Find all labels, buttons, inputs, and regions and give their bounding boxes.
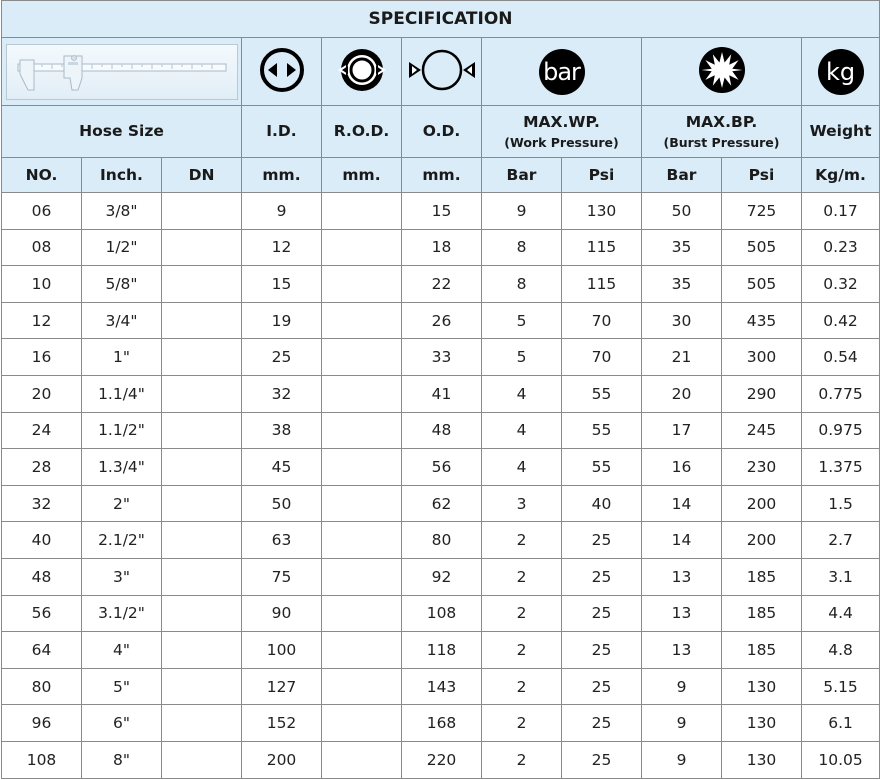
table-cell: 9 (242, 193, 322, 230)
table-cell: 55 (562, 375, 642, 412)
header-weight: Weight (802, 106, 880, 158)
header-hose-size: Hose Size (2, 106, 242, 158)
table-header (2, 1, 880, 193)
table-cell: 64 (2, 632, 82, 669)
table-cell: 6.1 (802, 705, 880, 742)
table-cell: 200 (722, 485, 802, 522)
table-cell: 13 (642, 558, 722, 595)
unit-cell: mm. (242, 158, 322, 193)
table-cell: 1.5 (802, 485, 880, 522)
table-cell: 96 (2, 705, 82, 742)
table-cell: 0.54 (802, 339, 880, 376)
table-cell (322, 595, 402, 632)
table-cell: 115 (562, 266, 642, 303)
table-cell (162, 485, 242, 522)
table-cell: 5" (82, 668, 162, 705)
table-cell (162, 668, 242, 705)
header-burst-pressure (642, 106, 802, 158)
table-cell (322, 632, 402, 669)
table-cell: 0.23 (802, 229, 880, 266)
table-body (2, 193, 880, 779)
table-cell: 17 (642, 412, 722, 449)
table-cell: 130 (722, 705, 802, 742)
table-cell: 48 (2, 558, 82, 595)
table-cell: 80 (2, 668, 82, 705)
outer-diameter-icon (405, 45, 479, 95)
table-row (2, 741, 880, 778)
table-cell: 9 (642, 705, 722, 742)
table-row (2, 668, 880, 705)
hose-size-icon-cell (2, 38, 242, 106)
table-cell (322, 485, 402, 522)
table-cell: 8 (482, 229, 562, 266)
table-cell (322, 339, 402, 376)
table-cell: 1" (82, 339, 162, 376)
unit-cell: Kg/m. (802, 158, 880, 193)
table-cell: 2 (482, 522, 562, 559)
table-cell (162, 266, 242, 303)
table-cell (162, 558, 242, 595)
table-cell: 230 (722, 449, 802, 486)
table-cell: 1.375 (802, 449, 880, 486)
table-row (2, 558, 880, 595)
table-cell: 25 (562, 558, 642, 595)
table-cell: 50 (242, 485, 322, 522)
table-cell: 9 (482, 193, 562, 230)
table-cell: 115 (562, 229, 642, 266)
table-cell: 40 (2, 522, 82, 559)
table-cell: 56 (2, 595, 82, 632)
header-wp-sub: (Work Pressure) (504, 134, 619, 150)
table-cell: 5 (482, 339, 562, 376)
table-cell (322, 741, 402, 778)
table-cell: 2 (482, 705, 562, 742)
table-row (2, 705, 880, 742)
table-cell: 1.1/4" (82, 375, 162, 412)
specification-table (1, 0, 880, 779)
table-cell: 127 (242, 668, 322, 705)
table-cell: 4 (482, 412, 562, 449)
table-cell: 18 (402, 229, 482, 266)
table-cell: 8 (482, 266, 562, 303)
unit-cell: NO. (2, 158, 82, 193)
table-title: SPECIFICATION (2, 1, 880, 38)
table-cell: 25 (562, 668, 642, 705)
table-cell: 48 (402, 412, 482, 449)
table-cell: 0.32 (802, 266, 880, 303)
table-cell: 56 (402, 449, 482, 486)
table-cell: 5/8" (82, 266, 162, 303)
table-cell: 80 (402, 522, 482, 559)
unit-cell: Bar (642, 158, 722, 193)
table-cell: 108 (402, 595, 482, 632)
table-cell: 3/8" (82, 193, 162, 230)
table-cell: 4 (482, 449, 562, 486)
table-cell (322, 375, 402, 412)
header-wp-label: MAX.WP. (523, 112, 600, 131)
kg-icon-cell (802, 38, 880, 106)
reinforcement-od-icon (337, 45, 387, 95)
table-cell: 3/4" (82, 302, 162, 339)
table-cell (322, 412, 402, 449)
table-row (2, 522, 880, 559)
table-cell: 130 (722, 741, 802, 778)
table-cell: 3" (82, 558, 162, 595)
table-cell (162, 302, 242, 339)
table-cell: 26 (402, 302, 482, 339)
table-cell: 200 (722, 522, 802, 559)
table-cell: 300 (722, 339, 802, 376)
table-cell: 25 (562, 522, 642, 559)
table-cell: 12 (2, 302, 82, 339)
table-row (2, 485, 880, 522)
table-cell: 0.775 (802, 375, 880, 412)
table-cell: 30 (642, 302, 722, 339)
unit-cell: DN (162, 158, 242, 193)
table-row (2, 375, 880, 412)
table-cell: 21 (642, 339, 722, 376)
table-cell: 14 (642, 522, 722, 559)
unit-cell: Inch. (82, 158, 162, 193)
table-cell: 16 (2, 339, 82, 376)
table-row (2, 266, 880, 303)
table-cell: 143 (402, 668, 482, 705)
unit-cell: Bar (482, 158, 562, 193)
table-cell: 4 (482, 375, 562, 412)
table-cell: 100 (242, 632, 322, 669)
table-cell: 32 (2, 485, 82, 522)
table-cell: 505 (722, 266, 802, 303)
table-cell (322, 193, 402, 230)
table-cell: 2.7 (802, 522, 880, 559)
table-cell: 9 (642, 741, 722, 778)
table-cell: 35 (642, 229, 722, 266)
table-cell: 32 (242, 375, 322, 412)
table-row (2, 449, 880, 486)
table-cell: 25 (242, 339, 322, 376)
table-cell: 245 (722, 412, 802, 449)
table-cell: 185 (722, 632, 802, 669)
table-row (2, 595, 880, 632)
table-cell: 2" (82, 485, 162, 522)
table-cell: 2 (482, 595, 562, 632)
table-cell: 435 (722, 302, 802, 339)
table-cell (322, 229, 402, 266)
unit-cell: mm. (402, 158, 482, 193)
table-cell (322, 266, 402, 303)
table-cell: 168 (402, 705, 482, 742)
table-cell: 130 (562, 193, 642, 230)
table-cell: 2 (482, 741, 562, 778)
table-cell: 118 (402, 632, 482, 669)
table-cell (162, 449, 242, 486)
table-cell: 130 (722, 668, 802, 705)
table-cell (322, 668, 402, 705)
table-cell: 4" (82, 632, 162, 669)
header-work-pressure (482, 106, 642, 158)
table-cell: 24 (2, 412, 82, 449)
table-cell: 4.8 (802, 632, 880, 669)
header-bp-sub: (Burst Pressure) (663, 134, 780, 150)
bar-icon: bar (539, 49, 585, 95)
table-cell (162, 705, 242, 742)
table-cell (162, 229, 242, 266)
table-cell: 725 (722, 193, 802, 230)
table-cell: 19 (242, 302, 322, 339)
table-cell: 16 (642, 449, 722, 486)
table-cell: 505 (722, 229, 802, 266)
table-cell: 185 (722, 558, 802, 595)
unit-row (2, 158, 880, 193)
table-cell: 0.42 (802, 302, 880, 339)
table-cell: 10.05 (802, 741, 880, 778)
table-cell: 20 (642, 375, 722, 412)
table-cell: 33 (402, 339, 482, 376)
table-row (2, 229, 880, 266)
table-cell (322, 522, 402, 559)
table-cell: 35 (642, 266, 722, 303)
table-cell: 290 (722, 375, 802, 412)
table-cell: 8" (82, 741, 162, 778)
header-od: O.D. (402, 106, 482, 158)
header-rod: R.O.D. (322, 106, 402, 158)
unit-cell: Psi (562, 158, 642, 193)
table-cell: 1.3/4" (82, 449, 162, 486)
table-cell: 152 (242, 705, 322, 742)
table-cell: 25 (562, 595, 642, 632)
table-cell: 15 (242, 266, 322, 303)
table-cell: 70 (562, 302, 642, 339)
unit-cell: mm. (322, 158, 402, 193)
kg-icon: kg (818, 49, 864, 95)
table-cell: 2 (482, 668, 562, 705)
table-cell: 20 (2, 375, 82, 412)
table-cell: 13 (642, 632, 722, 669)
table-cell: 185 (722, 595, 802, 632)
table-cell: 2 (482, 558, 562, 595)
table-cell (322, 449, 402, 486)
table-cell: 90 (242, 595, 322, 632)
inner-diameter-icon (257, 45, 307, 95)
table-cell: 14 (642, 485, 722, 522)
header-id: I.D. (242, 106, 322, 158)
table-cell: 28 (2, 449, 82, 486)
table-cell: 63 (242, 522, 322, 559)
table-cell: 5.15 (802, 668, 880, 705)
table-row (2, 412, 880, 449)
table-cell: 1/2" (82, 229, 162, 266)
table-cell: 200 (242, 741, 322, 778)
inner-diameter-icon-cell (242, 38, 322, 106)
table-cell: 5 (482, 302, 562, 339)
table-cell: 40 (562, 485, 642, 522)
table-row (2, 339, 880, 376)
table-cell: 0.17 (802, 193, 880, 230)
table-cell (322, 705, 402, 742)
burst-star-icon (697, 45, 747, 95)
table-cell (162, 339, 242, 376)
table-cell: 0.975 (802, 412, 880, 449)
table-cell (162, 375, 242, 412)
table-cell (162, 595, 242, 632)
table-cell: 15 (402, 193, 482, 230)
caliper-icon (6, 44, 238, 100)
table-cell (162, 193, 242, 230)
table-cell: 2 (482, 632, 562, 669)
table-cell: 38 (242, 412, 322, 449)
burst-star-icon-cell (642, 38, 802, 106)
table-cell (162, 632, 242, 669)
table-cell: 10 (2, 266, 82, 303)
table-cell: 55 (562, 449, 642, 486)
table-cell: 62 (402, 485, 482, 522)
table-cell: 6" (82, 705, 162, 742)
table-cell (162, 522, 242, 559)
table-cell: 92 (402, 558, 482, 595)
table-cell: 2.1/2" (82, 522, 162, 559)
table-row (2, 193, 880, 230)
table-row (2, 632, 880, 669)
table-cell: 220 (402, 741, 482, 778)
table-cell: 06 (2, 193, 82, 230)
table-cell: 55 (562, 412, 642, 449)
table-cell: 13 (642, 595, 722, 632)
table-cell (322, 302, 402, 339)
table-cell: 12 (242, 229, 322, 266)
table-cell: 3.1 (802, 558, 880, 595)
table-cell: 3 (482, 485, 562, 522)
table-cell: 70 (562, 339, 642, 376)
reinforcement-od-icon-cell (322, 38, 402, 106)
table-cell: 108 (2, 741, 82, 778)
unit-cell: Psi (722, 158, 802, 193)
table-cell: 22 (402, 266, 482, 303)
table-cell: 4.4 (802, 595, 880, 632)
table-cell: 75 (242, 558, 322, 595)
table-cell: 1.1/2" (82, 412, 162, 449)
table-cell: 41 (402, 375, 482, 412)
table-cell (162, 741, 242, 778)
table-cell (322, 558, 402, 595)
outer-diameter-icon-cell (402, 38, 482, 106)
table-cell: 50 (642, 193, 722, 230)
table-cell: 9 (642, 668, 722, 705)
table-cell: 45 (242, 449, 322, 486)
table-cell: 08 (2, 229, 82, 266)
table-row (2, 302, 880, 339)
bar-icon-cell (482, 38, 642, 106)
table-cell: 3.1/2" (82, 595, 162, 632)
table-cell (162, 412, 242, 449)
table-cell: 25 (562, 741, 642, 778)
table-cell: 25 (562, 632, 642, 669)
header-bp-label: MAX.BP. (685, 112, 758, 131)
table-cell: 25 (562, 705, 642, 742)
